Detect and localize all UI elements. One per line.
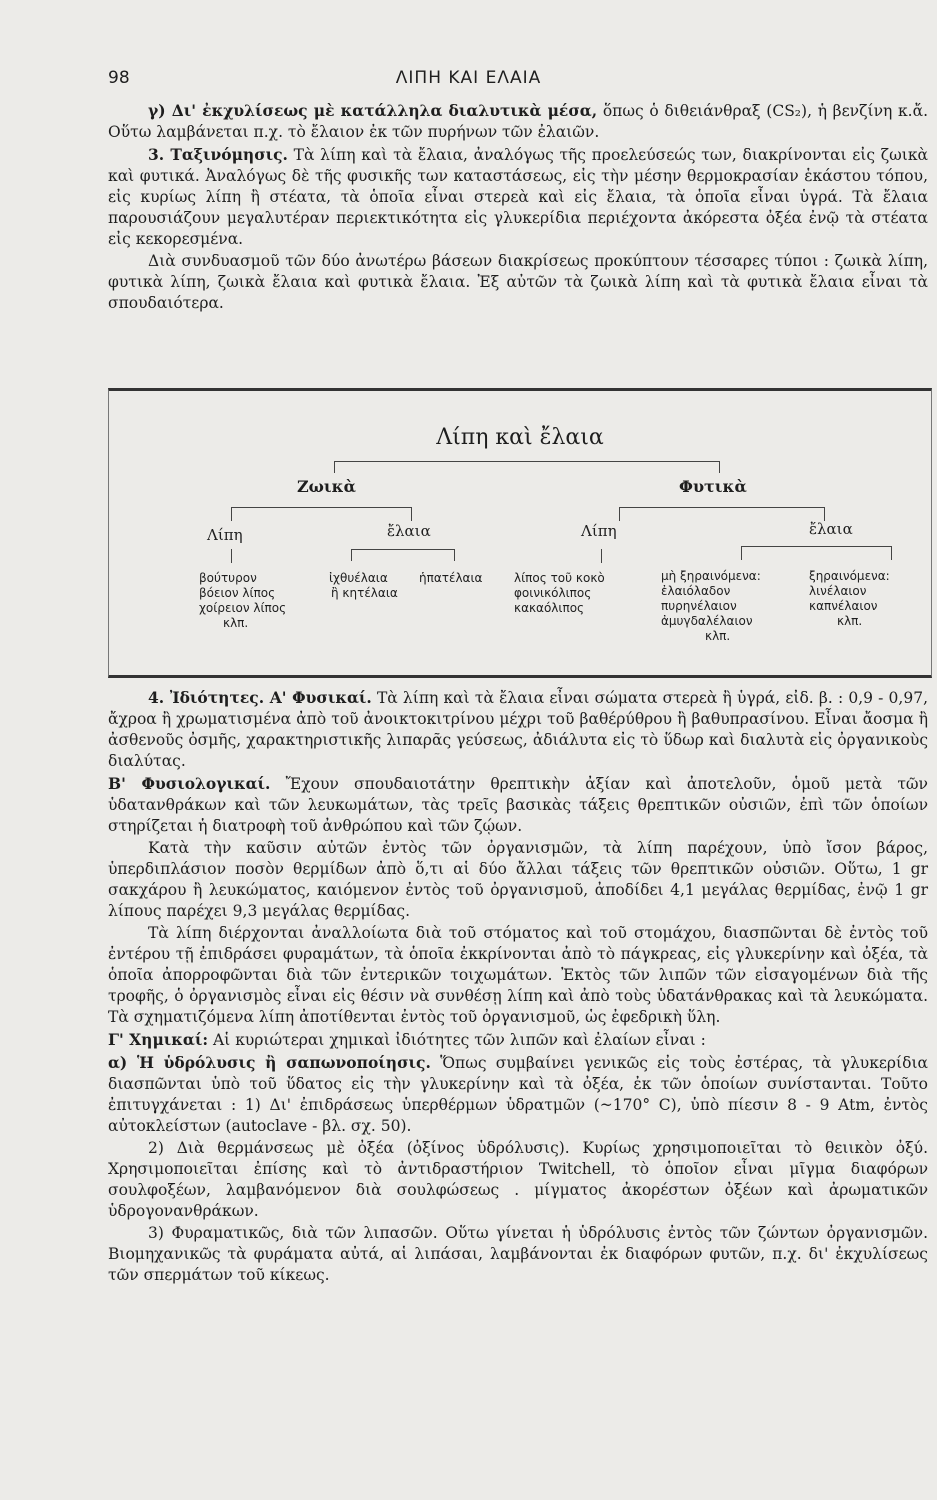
paragraph-physiological xyxy=(108,773,928,837)
leaf-fish-oils xyxy=(329,571,388,586)
paragraph-body: Τὰ λίπη καὶ τὰ ἔλαια εἶναι σώματα στερεὰ ἢ ὑγρά, εἰδ. β. : 0,9 - 0,97, ἄχροα ἢ χρωματισμένα ἀπὸ τοῦ ἀνοικτοκιτρίνου μέχρι τοῦ βαθέρύθρου ἢ βαθυπρασίνου. Εἶναι ἄοσμα ἢ ἀσθενοῦς ὀσμῆς, χαρακτηριστικῆς λιπαρᾶς γεύσεως, ἀδιάλυτα εἰς τὸ ὕδωρ καὶ διαλυτὰ εἰς ὀργανικοὺς διαλύτας. xyxy=(108,689,928,770)
tree-line xyxy=(231,549,232,563)
leaf-item: ξηραινόμενα: xyxy=(809,569,890,583)
leaf-liver-oils xyxy=(419,571,482,586)
leaf-whale-oils xyxy=(331,586,398,601)
running-title: ΛΙΠΗ ΚΑΙ ΕΛΑΙΑ xyxy=(395,68,542,88)
node-plant: Φυτικὰ xyxy=(679,477,747,496)
tree-line xyxy=(619,507,620,521)
tree-line xyxy=(741,546,891,547)
paragraph-body: ὅπως ὁ διθειάνθραξ (CS₂), ἡ βενζίνη κ.ἄ. Οὕτω λαμβάνεται π.χ. τὸ ἔλαιον ἐκ τῶν πυρήνων τῶν ἐλαιῶν. xyxy=(108,102,928,141)
paragraph-lead: γ) Δι' ἐκχυλίσεως μὲ κατάλληλα διαλυτικὰ μέσα, xyxy=(148,101,598,120)
leaf-item: καπνέλαιον xyxy=(809,599,878,613)
leaf-item: κλπ. xyxy=(223,616,249,630)
paragraph-body: Ὅπως συμβαίνει γενικῶς εἰς τοὺς ἐστέρας, τὰ γλυκερίδια διασπῶνται ὑπὸ τοῦ ὕδατος εἰς τὴν γλυκερίνην καὶ τὰ ὀξέα, ἐκ τῶν ὁποίων συνίστανται. Τοῦτο ἐπιτυγχάνεται : 1) Δι' ἐπιδράσεως ὑπερθέρμων ὑδρατμῶν (~170° C), ὑπὸ πίεσιν 8 - 9 Atm, ἐντὸς αὐτοκλείστων (autoclave - βλ. σχ. 50). xyxy=(108,1054,928,1135)
subsection-heading: Β' Φυσιολογικαί. xyxy=(108,774,271,793)
paragraph-classification xyxy=(108,144,928,250)
leaf-drying-oils xyxy=(809,569,890,629)
leaf-item: μὴ ξηραινόμενα: xyxy=(661,569,761,583)
leaf-item: ἰχθυέλαια xyxy=(329,571,388,585)
leaf-item: λινέλαιον xyxy=(809,584,867,598)
tree-line xyxy=(454,549,455,561)
leaf-item: ἡπατέλαια xyxy=(419,571,483,585)
item-heading: α) Ἡ ὑδρόλυσις ἢ σαπωνοποίησις. xyxy=(108,1053,431,1072)
section-heading: 4. Ἰδιότητες. Α' Φυσικαί. xyxy=(148,688,372,707)
classification-diagram xyxy=(108,388,932,678)
diagram-title: Λίπη καὶ ἔλαια xyxy=(436,425,604,450)
page-header xyxy=(0,68,937,98)
paragraph-types: Διὰ συνδυασμοῦ τῶν δύο ἀνωτέρω βάσεων διακρίσεως προκύπτουν τέσσαρες τύποι : ζωικὰ λίπη, φυτικὰ λίπη, ζωικὰ ἔλαια καὶ φυτικὰ ἔλαια. Ἐξ αὐτῶν τὰ ζωικὰ λίπη καὶ τὰ φυτικὰ ἔλαια εἶναι τὰ σπουδαιότερα. xyxy=(108,252,928,312)
subsection-heading: Γ' Χημικαί: xyxy=(108,1030,209,1049)
tree-line xyxy=(741,546,742,560)
section-heading: 3. Ταξινόμησις. xyxy=(148,145,288,164)
tree-line xyxy=(824,507,825,521)
paragraph-chemical xyxy=(108,1029,928,1051)
leaf-item: ἀμυγδαλέλαιον xyxy=(661,614,753,628)
leaf-nondrying-oils xyxy=(661,569,761,644)
leaf-item: βόειον λίπος xyxy=(199,586,276,600)
tree-line xyxy=(334,461,719,462)
node-plant-oils: ἔλαια xyxy=(809,520,853,538)
leaf-plant-fats xyxy=(514,571,605,616)
tree-line xyxy=(719,461,720,473)
paragraph-acid-hydrolysis: 2) Διὰ θερμάνσεως μὲ ὀξέα (ὀξίνος ὑδρόλυσις). Κυρίως χρησιμοποιεῖται τὸ θειικὸν ὀξύ. Χρησιμοποιεῖται ἐπίσης καὶ τὸ ἀντιδραστήριον Twitchell, τὸ ὁποῖον εἶναι μῖγμα διαφόρων σουλφοξέων, λαμβανόμενον διὰ σουλφώσεως . μίγματος ἀκορέστων ὀξέων καὶ ἀρωματικῶν ὑδρογονανθράκων. xyxy=(108,1139,928,1220)
intro-section xyxy=(108,100,928,315)
node-animal-oils: ἔλαια xyxy=(387,522,431,540)
paragraph-combustion: Κατὰ τὴν καῦσιν αὐτῶν ἐντὸς τῶν ὀργανισμῶν, τὰ λίπη παρέχουν, ὑπὸ ἴσον βάρος, ὑπερδιπλάσιον ποσὸν θερμίδων ἀπὸ ὅ,τι αἱ δύο ἄλλαι τάξεις τῶν θρεπτικῶν οὐσιῶν. Οὕτω, 1 gr σακχάρου ἢ λευκώματος, καιόμενον ἐντὸς τοῦ ὀργανισμοῦ, ἀποδίδει 4,1 μεγάλας θερμίδας, ἐνῷ 1 gr λίπους παρέχει 9,3 μεγάλας θερμίδας. xyxy=(108,839,928,920)
leaf-item: βούτυρον xyxy=(199,571,257,585)
leaf-item: φοινικόλιπος xyxy=(514,586,592,600)
tree-line xyxy=(601,549,602,563)
tree-line xyxy=(231,507,232,521)
leaf-item: λίπος τοῦ κοκὸ xyxy=(514,571,605,585)
page-number: 98 xyxy=(108,68,130,88)
tree-line xyxy=(351,549,352,561)
tree-line xyxy=(351,549,454,550)
leaf-animal-fats xyxy=(199,571,286,631)
leaf-item: κακαόλιπος xyxy=(514,601,585,615)
paragraph-body: Ἔχουν σπουδαιοτάτην θρεπτικὴν ἀξίαν καὶ ἀποτελοῦν, ὁμοῦ μετὰ τῶν ὑδατανθράκων καὶ τῶν λευκωμάτων, τὰς τρεῖς βασικὰς τάξεις θρεπτικῶν οὐσιῶν, ἐπὶ τῶν ὁποίων στηρίζεται ἡ διατροφὴ τοῦ ἀνθρώπου καὶ τῶν ζῴων. xyxy=(108,775,928,835)
node-plant-fats: Λίπη xyxy=(581,522,617,540)
properties-section xyxy=(108,687,928,1287)
leaf-item: ἢ κητέλαια xyxy=(331,586,398,600)
node-animal-fats: Λίπη xyxy=(207,526,243,544)
leaf-item: χοίρειον λίπος xyxy=(199,601,287,615)
paragraph-physical xyxy=(108,687,928,772)
paragraph-digestion: Τὰ λίπη διέρχονται ἀναλλοίωτα διὰ τοῦ στόματος καὶ τοῦ στομάχου, διασπῶνται δὲ ἐντὸς τοῦ ἐντέρου τῇ ἐπιδράσει φυραμάτων, τὰ ὁποῖα ἐκκρίνονται ἀπὸ τὸ πάγκρεας, εἰς γλυκερίνην καὶ ὀξέα, τὰ ὁποῖα ἀπορροφῶνται διὰ τῶν ἐντερικῶν τοιχωμάτων. Ἐκτὸς τῶν λιπῶν τῶν εἰσαγομένων διὰ τῆς τροφῆς, ὁ ὀργανισμὸς εἶναι εἰς θέσιν νὰ συνθέσῃ λίπη καὶ ἀπὸ τοὺς ὑδατάνθρακας καὶ τὰ λευκώματα. Τὰ σχηματιζόμενα λίπη ἀποτίθενται ἐντὸς τοῦ ὀργανισμοῦ, ὡς ἐφεδρικὴ ὕλη. xyxy=(108,924,928,1026)
leaf-item: ἐλαιόλαδον xyxy=(661,584,731,598)
tree-line xyxy=(619,507,824,508)
leaf-item: κλπ. xyxy=(705,629,731,643)
paragraph-extraction xyxy=(108,100,928,143)
leaf-item: πυρηνέλαιον xyxy=(661,599,737,613)
paragraph-body: Αἱ κυριώτεραι χημικαὶ ἰδιότητες τῶν λιπῶν καὶ ἐλαίων εἶναι : xyxy=(208,1031,706,1049)
paragraph-enzymatic: 3) Φυραματικῶς, διὰ τῶν λιπασῶν. Οὕτω γίνεται ἡ ὑδρόλυσις ἐντὸς τῶν ζώντων ὀργανισμῶν. Βιομηχανικῶς τὰ φυράματα αὐτά, αἱ λιπάσαι, λαμβάνονται ἐκ διαφόρων φυτῶν, π.χ. δι' ἐκχυλίσεως τῶν σπερμάτων τοῦ κίκεως. xyxy=(108,1224,928,1284)
tree-line xyxy=(231,507,411,508)
paragraph-hydrolysis xyxy=(108,1052,928,1137)
leaf-item: κλπ. xyxy=(837,614,863,628)
tree-line xyxy=(334,461,335,473)
node-animal: Ζωικὰ xyxy=(297,477,356,496)
tree-line xyxy=(891,546,892,560)
tree-line xyxy=(411,507,412,521)
paragraph-body: Τὰ λίπη καὶ τὰ ἔλαια, ἀναλόγως τῆς προελεύσεώς των, διακρίνονται εἰς ζωικὰ καὶ φυτικά. Ἀναλόγως δὲ τῆς φυσικῆς των καταστάσεως, εἰς τὴν μέσην θερμοκρασίαν ἑκάστου τόπου, εἰς κυρίως λίπη ἢ στέατα, τὰ ὁποῖα εἶναι στερεὰ καὶ εἰς ἔλαια, τὰ ὁποῖα εἶναι ὑγρά. Τὰ ἔλαια παρουσιάζουν μεγαλυτέραν περιεκτικότητα εἰς γλυκερίδια περιέχοντα ἀκόρεστα ὀξέα ἐνῷ τὰ στέατα εἰς κεκορεσμένα. xyxy=(108,146,928,248)
